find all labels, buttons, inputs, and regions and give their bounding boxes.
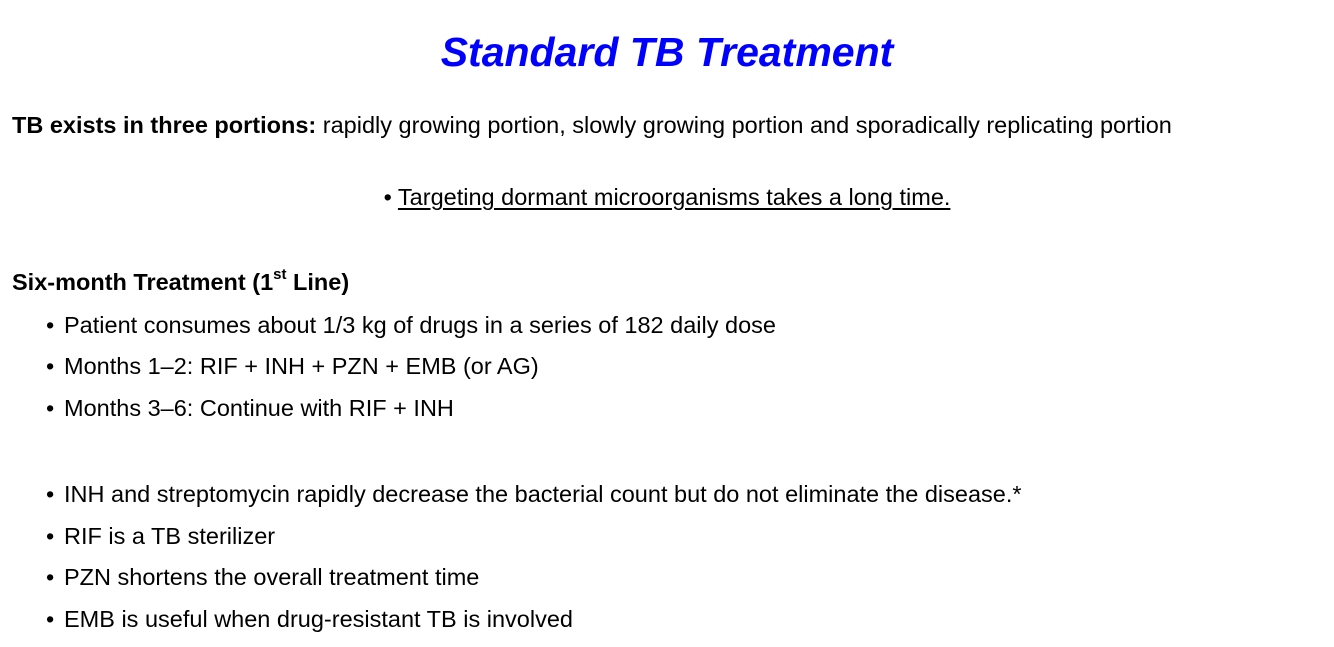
bullet: •: [46, 312, 55, 338]
note-text: Targeting dormant microorganisms takes a long time.: [397, 184, 951, 210]
bullet: •: [46, 353, 55, 379]
list-item-text: Months 1–2: RIF + INH + PZN + EMB (or AG): [64, 353, 539, 379]
list-item: [46, 604, 573, 634]
heading-superscript: st: [273, 266, 287, 284]
bullet: •: [46, 395, 55, 421]
intro-text: rapidly growing portion, slowly growing portion and sporadically replicating portion: [316, 112, 1172, 138]
bullet: •: [46, 523, 55, 549]
dormant-note: [0, 182, 1334, 212]
heading-main: Six-month Treatment (1: [12, 269, 274, 295]
list-item-text: INH and streptomycin rapidly decrease the bacterial count but do not eliminate the disease.*: [64, 481, 1022, 507]
list-item-text: EMB is useful when drug-resistant TB is involved: [64, 606, 573, 632]
list-item-text: Months 3–6: Continue with RIF + INH: [64, 395, 454, 421]
section-heading: [12, 267, 349, 297]
intro-label: TB exists in three portions:: [12, 112, 317, 138]
list-item-text: Patient consumes about 1/3 kg of drugs in a series of 182 daily dose: [64, 312, 776, 338]
list-item-text: RIF is a TB sterilizer: [64, 523, 276, 549]
list-item: [46, 393, 454, 423]
heading-tail: Line): [286, 269, 350, 295]
bullet: •: [46, 564, 55, 590]
list-item: [46, 310, 776, 340]
list-item: [46, 351, 539, 381]
note-bullet: •: [383, 184, 392, 210]
bullet: •: [46, 606, 55, 632]
bullet: •: [46, 481, 55, 507]
list-item: [46, 479, 1022, 509]
list-item-text: PZN shortens the overall treatment time: [64, 564, 480, 590]
list-item: [46, 521, 275, 551]
intro-paragraph: [12, 110, 1172, 140]
page-title: Standard TB Treatment: [440, 29, 894, 75]
list-item: [46, 562, 479, 592]
